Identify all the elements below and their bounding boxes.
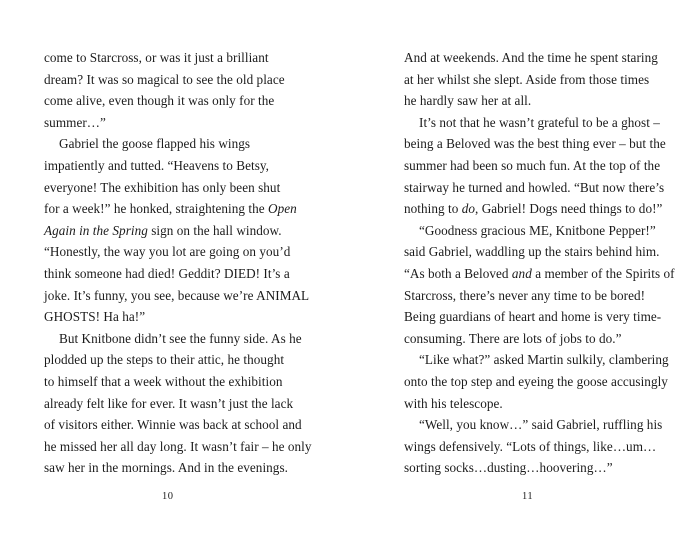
text-line: “Goodness gracious ME, Knitbone Pepper!” (419, 222, 656, 238)
text-line: he missed her all day long. It wasn’t fair – he only (44, 438, 312, 454)
right-page-text (404, 47, 694, 479)
text-line: with his telescope. (404, 395, 503, 411)
text-line: come to Starcross, or was it just a brilliant (44, 50, 269, 65)
text-line: summer…” (44, 114, 106, 130)
right-page-number: 11 (522, 491, 534, 502)
text-line: But Knitbone didn’t see the funny side. As he (59, 330, 302, 346)
text-line: wings defensively. “Lots of things, like…um… (404, 438, 657, 454)
text-line: already felt like for ever. It wasn’t just the lack (44, 395, 294, 411)
left-page-number: 10 (162, 491, 174, 502)
text-line: being a Beloved was the best thing ever – but the (404, 136, 666, 152)
text-line: “Like what?” asked Martin sulkily, clambering (419, 352, 669, 368)
text-line: Again in the Spring sign on the hall window. (44, 222, 282, 238)
text-line: And at weekends. And the time he spent staring (404, 50, 658, 65)
text-line: everyone! The exhibition has only been shut (44, 179, 281, 195)
text-line: joke. It’s funny, you see, because we’re ANIMAL (44, 287, 310, 303)
text-line: “As both a Beloved and a member of the Spirits of (404, 265, 675, 281)
text-line: at her whilst she slept. Aside from those times (404, 71, 650, 87)
text-line: for a week!” he honked, straightening the Open (44, 201, 297, 217)
text-line: onto the top step and eyeing the goose accusingly (404, 373, 668, 389)
text-line: said Gabriel, waddling up the stairs behind him. (404, 244, 660, 260)
text-line: plodded up the steps to their attic, he thought (44, 352, 285, 368)
text-line: stairway he turned and howled. “But now there’s (404, 179, 665, 195)
text-line: nothing to do, Gabriel! Dogs need things to do!” (404, 201, 663, 217)
text-line: saw her in the mornings. And in the evenings. (44, 460, 288, 476)
text-line: It’s not that he wasn’t grateful to be a ghost – (419, 114, 660, 130)
text-line: sorting socks…dusting…hoovering…” (404, 460, 613, 476)
text-line: of visitors either. Winnie was back at school and (44, 417, 302, 433)
right-page (350, 0, 700, 533)
text-line: dream? It was so magical to see the old place (44, 71, 285, 87)
text-line: summer had been so much fun. At the top of the (404, 157, 661, 173)
text-line: “Well, you know…” said Gabriel, ruffling his (419, 417, 663, 433)
text-line: Being guardians of heart and home is very time- (404, 309, 662, 325)
text-line: impatiently and tutted. “Heavens to Betsy, (44, 157, 270, 173)
text-line: he hardly saw her at all. (404, 93, 532, 109)
left-page-text (44, 47, 334, 479)
text-line: think someone had died! Geddit? DIED! It’s a (44, 265, 290, 281)
text-line: Gabriel the goose flapped his wings (59, 136, 251, 152)
text-line: consuming. There are lots of jobs to do.” (404, 330, 622, 346)
text-line: “Honestly, the way you lot are going on you’d (44, 244, 291, 260)
text-line: come alive, even though it was only for the (44, 93, 275, 109)
text-line: GHOSTS! Ha ha!” (44, 309, 146, 325)
text-line: Starcross, there’s never any time to be bored! (404, 287, 646, 303)
text-line: to himself that a week without the exhibition (44, 373, 283, 389)
